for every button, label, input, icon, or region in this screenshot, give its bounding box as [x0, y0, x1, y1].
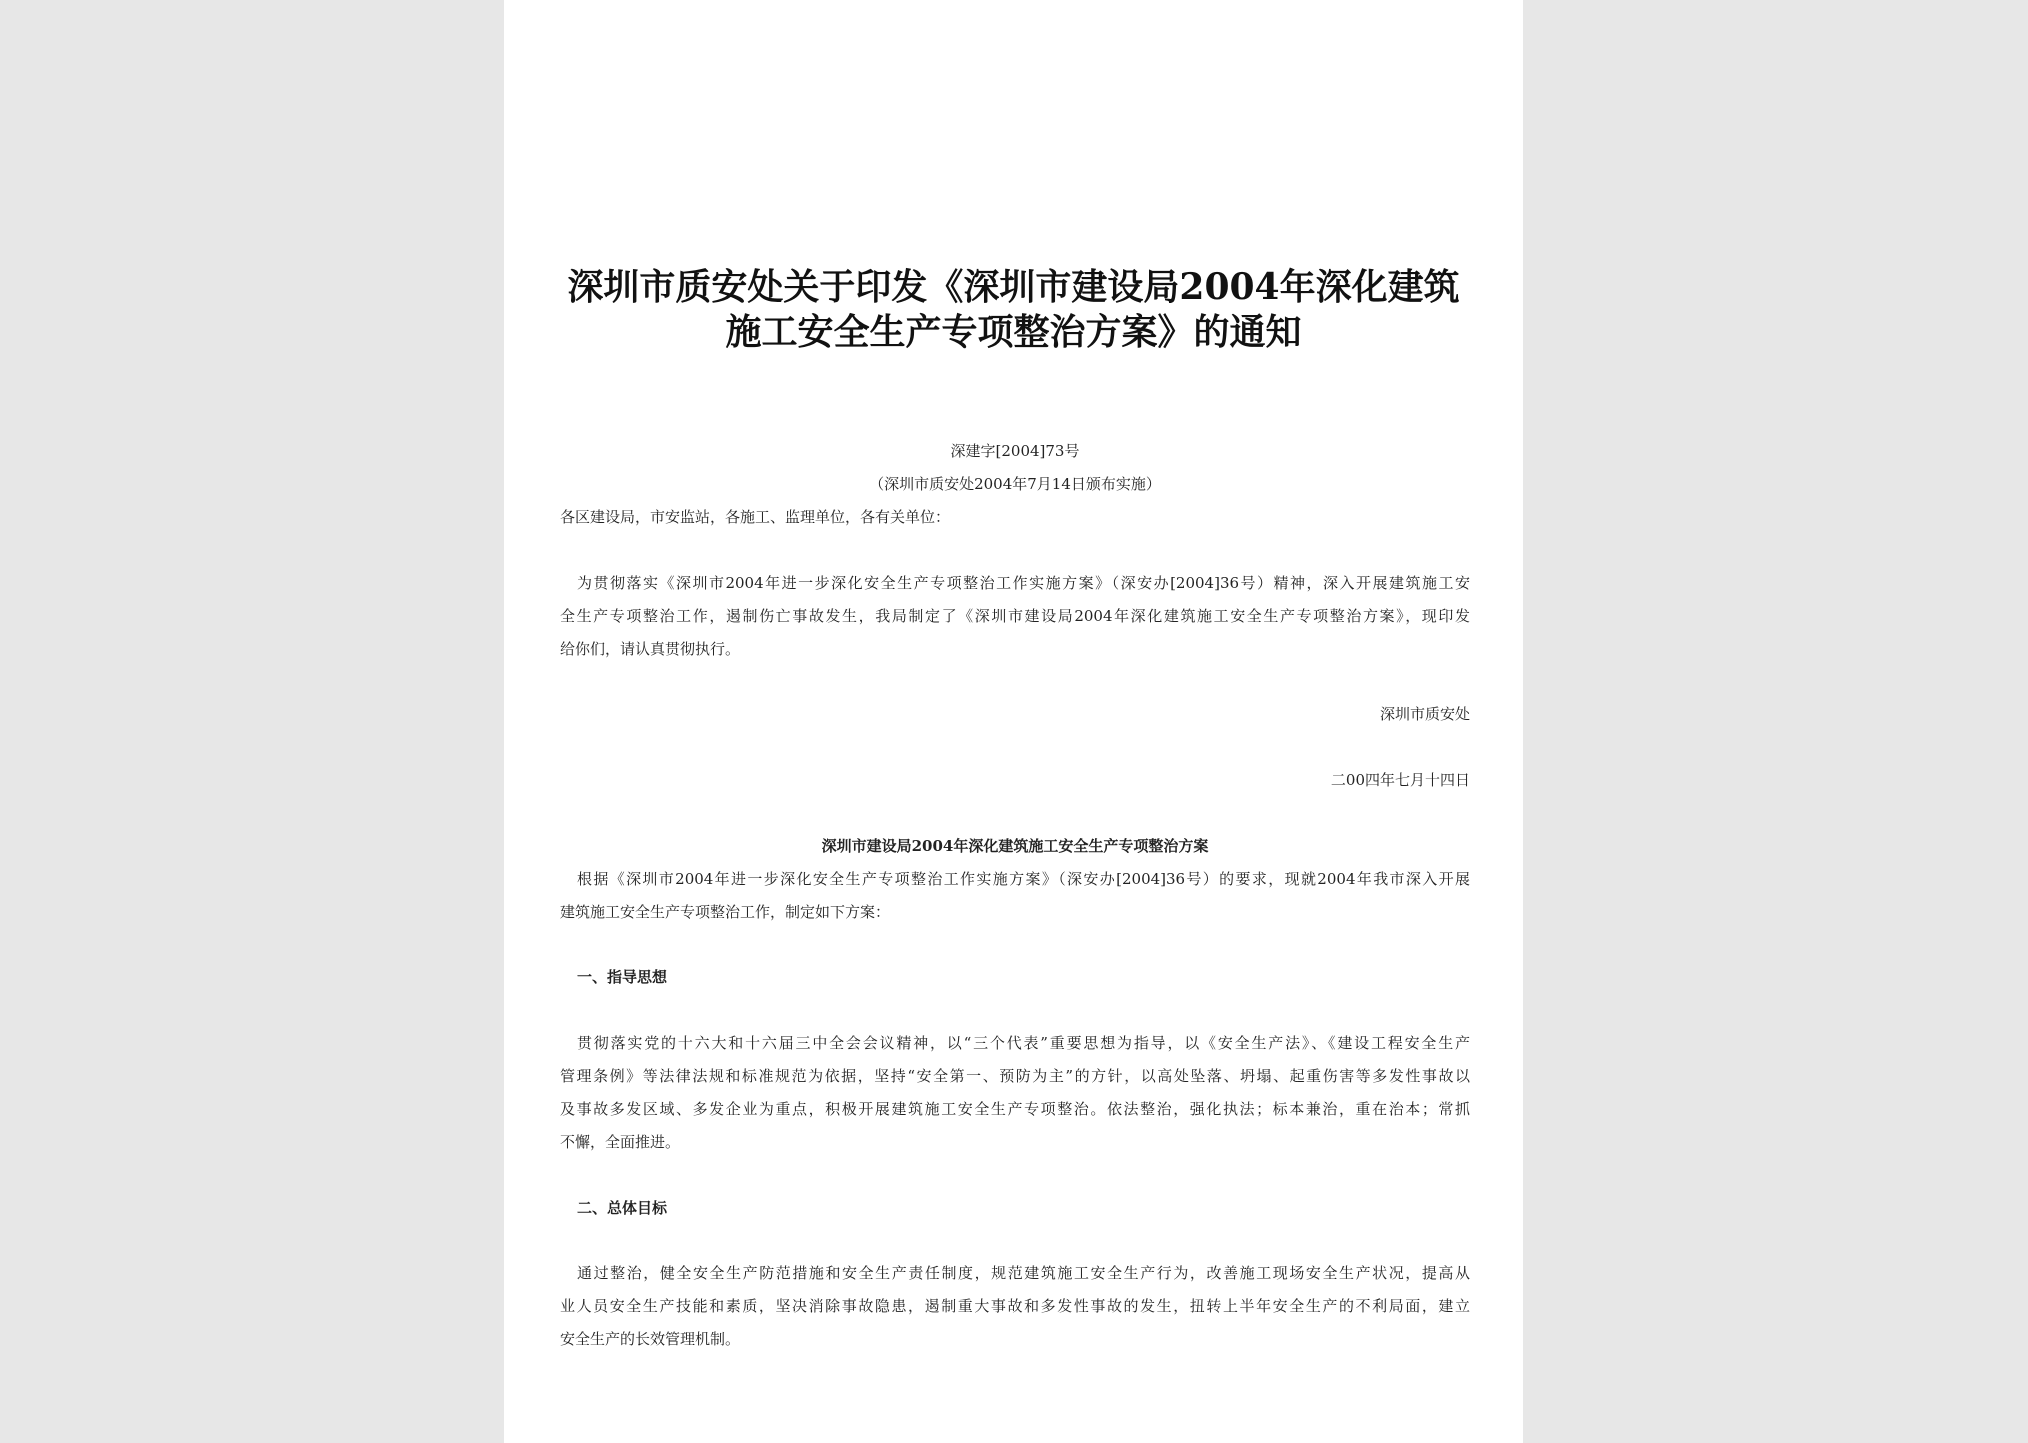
section-2-heading: 二、总体目标	[577, 1199, 668, 1217]
plan-title: 深圳市建设局2004年深化建筑施工安全生产专项整治方案	[821, 837, 1209, 855]
section-1-heading: 一、指导思想	[577, 968, 668, 986]
plan-intro-line-1: 根据《深圳市2004年进一步深化安全生产专项整治工作实施方案》（深安办[2004]36号）的要求，现就2004年我市深入开展	[577, 870, 1470, 888]
section-2-line-2: 业人员安全生产技能和素质，坚决消除事故隐患，遏制重大事故和多发性事故的发生，扭转上半年安全生产的不利局面，建立	[560, 1297, 1470, 1315]
section-1-line-4: 不懈，全面推进。	[560, 1133, 681, 1151]
signature: 深圳市质安处	[1379, 705, 1470, 723]
body-line-2: 全生产专项整治工作，遏制伤亡事故发生，我局制定了《深圳市建设局2004年深化建筑施工安全生产专项整治方案》，现印发	[560, 607, 1470, 625]
document-title-line-1: 深圳市质安处关于印发《深圳市建设局2004年深化建筑	[567, 266, 1460, 308]
addressee: 各区建设局，市安监站，各施工、监理单位，各有关单位：	[560, 508, 951, 526]
issue-note: （深圳市质安处2004年7月14日颁布实施）	[869, 475, 1161, 493]
section-1-line-2: 管理条例》等法律法规和标准规范为依据，坚持“安全第一、预防为主”的方针，以高处坠落、坍塌、起重伤害等多发性事故以	[560, 1067, 1470, 1085]
plan-intro-line-2: 建筑施工安全生产专项整治工作，制定如下方案：	[560, 903, 891, 921]
section-1-line-3: 及事故多发区域、多发企业为重点，积极开展建筑施工安全生产专项整治。依法整治，强化执法；标本兼治，重在治本；常抓	[560, 1100, 1470, 1118]
document-title-line-2: 施工安全生产专项整治方案》的通知	[725, 311, 1302, 353]
section-1-line-1: 贯彻落实党的十六大和十六届三中全会会议精神，以“三个代表”重要思想为指导，以《安全生产法》、《建设工程安全生产	[577, 1034, 1470, 1052]
section-2-line-3: 安全生产的长效管理机制。	[560, 1330, 741, 1348]
document-number: 深建字[2004]73号	[950, 442, 1080, 460]
document-page	[504, 0, 1523, 1443]
body-line-1: 为贯彻落实《深圳市2004年进一步深化安全生产专项整治工作实施方案》（深安办[2004]36号）精神，深入开展建筑施工安	[577, 574, 1470, 592]
section-2-line-1: 通过整治，健全安全生产防范措施和安全生产责任制度，规范建筑施工安全生产行为，改善施工现场安全生产状况，提高从	[577, 1264, 1470, 1282]
issue-date: 二00四年七月十四日	[1330, 771, 1470, 789]
body-line-3: 给你们，请认真贯彻执行。	[560, 640, 741, 658]
